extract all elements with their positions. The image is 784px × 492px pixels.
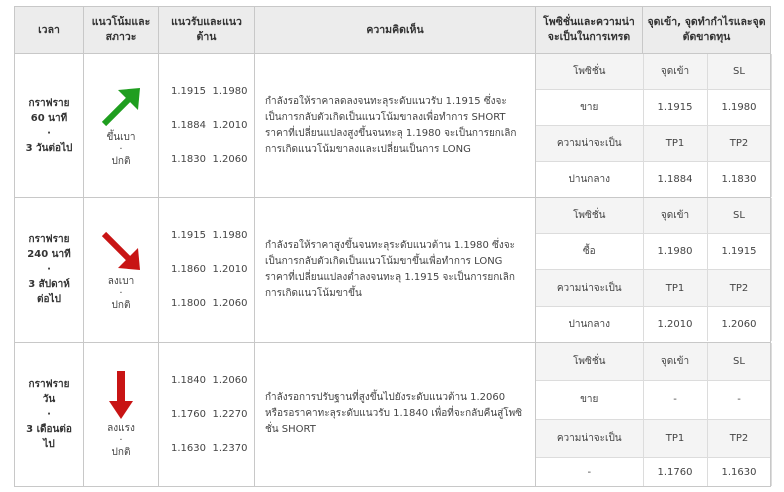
tp1-value: 1.1760 <box>643 458 707 486</box>
sr-level-row <box>171 253 254 287</box>
position-table <box>536 54 772 197</box>
support-value: 1.1860 <box>171 264 206 276</box>
arrow-down-right-icon <box>98 228 144 274</box>
timeframe-line: · <box>47 408 51 420</box>
trend-separator: · <box>119 143 123 155</box>
support-resistance-cell <box>159 198 255 342</box>
trend-cell <box>84 54 159 198</box>
arrow-down-icon <box>106 369 136 421</box>
support-value: 1.1760 <box>171 408 206 420</box>
entry-value: 1.1915 <box>643 89 707 125</box>
timeframe-line: 3 สัปดาห์ <box>28 279 70 291</box>
timeframe-cell <box>15 342 84 486</box>
tp2-value: 1.1630 <box>707 458 771 486</box>
timeframe-line: ไป <box>43 438 55 450</box>
resistance-value: 1.1980 <box>212 86 248 98</box>
timeframe-line: · <box>47 264 51 276</box>
sl-value: 1.1980 <box>707 89 771 125</box>
probability-value: ปานกลาง <box>536 306 643 341</box>
position-value: ซื้อ <box>536 234 643 270</box>
tp2-label: TP2 <box>707 126 771 162</box>
sl-label: SL <box>707 198 771 233</box>
timeframe-line: กราฟราย <box>28 97 70 109</box>
timeframe-line: วัน <box>42 393 56 405</box>
trend-cell <box>84 342 159 486</box>
entry-label: จุดเข้า <box>643 54 707 89</box>
tp1-value: 1.2010 <box>643 306 707 341</box>
support-value: 1.1884 <box>171 120 206 132</box>
trend-condition: ปกติ <box>111 155 131 167</box>
tp2-label: TP2 <box>707 270 771 306</box>
tp2-label: TP2 <box>707 419 771 458</box>
resistance-value: 1.1980 <box>212 230 248 242</box>
position-label: โพซิชั่น <box>536 198 643 233</box>
timeframe-cell <box>15 54 84 198</box>
support-resistance-cell <box>159 342 255 486</box>
sr-level-row <box>171 219 254 253</box>
sr-level-row <box>171 109 254 143</box>
timeframe-line: ต่อไป <box>37 294 61 306</box>
entry-value: 1.1980 <box>643 234 707 270</box>
probability-label: ความน่าจะเป็น <box>536 419 643 458</box>
probability-value: ปานกลาง <box>536 162 643 197</box>
table-row <box>15 54 771 198</box>
sr-level-row <box>171 397 254 431</box>
entry-label: จุดเข้า <box>643 198 707 233</box>
trend-condition: ปกติ <box>111 447 131 459</box>
trend-strength: ลงแรง <box>107 423 135 435</box>
resistance-value: 1.2010 <box>212 120 248 132</box>
resistance-value: 1.2060 <box>212 154 248 166</box>
timeframe-line: 3 วันต่อไป <box>25 142 73 154</box>
entry-value: - <box>643 380 707 419</box>
tp1-label: TP1 <box>643 419 707 458</box>
sr-level-row <box>171 75 254 109</box>
trend-separator: · <box>119 287 123 299</box>
arrow-up-right-icon <box>98 84 144 130</box>
tp2-value: 1.1830 <box>707 162 771 197</box>
timeframe-line: กราฟราย <box>28 378 70 390</box>
sl-value: 1.1915 <box>707 234 771 270</box>
header-comment: ความคิดเห็น <box>255 7 536 54</box>
tp1-label: TP1 <box>643 126 707 162</box>
header-entry-tp-sl: จุดเข้า, จุดทำกำไรและจุดตัดขาดทุน <box>643 7 771 54</box>
tp1-value: 1.1884 <box>643 162 707 197</box>
support-value: 1.1915 <box>171 86 206 98</box>
probability-label: ความน่าจะเป็น <box>536 126 643 162</box>
resistance-value: 1.2270 <box>212 408 248 420</box>
trend-separator: · <box>119 435 123 447</box>
comment-cell: กำลังรอการปรับฐานที่สูงขึ้นไปยังระดับแนวต้าน 1.2060 หรือรอราคาทะลุระดับแนวรับ 1.1840 เพื่อที่จะกลับคืนสู่โพซิชั่น SHORT <box>255 342 536 486</box>
probability-value: - <box>536 458 643 486</box>
position-cell <box>536 54 771 198</box>
timeframe-line: กราฟราย <box>28 234 70 246</box>
table-row <box>15 198 771 342</box>
position-table <box>536 198 772 341</box>
resistance-value: 1.2060 <box>212 298 248 310</box>
sr-level-row <box>171 363 254 397</box>
support-value: 1.1915 <box>171 230 206 242</box>
position-label: โพซิชั่น <box>536 54 643 89</box>
support-value: 1.1840 <box>171 374 206 386</box>
sl-value: - <box>707 380 771 419</box>
comment-cell: กำลังรอให้ราคาสูงขึ้นจนทะลุระดับแนวต้าน 1.1980 ซึ่งจะเป็นการกลับตัวเกิดเป็นแนวโน้มขาขึ้นเพื่อทำการ LONG ราคาที่เปลี่ยนแปลงต่ำลงจนทะลุ 1.1915 จะเป็นการยกเลิกการเกิดแนวโน้มขาขึ้น <box>255 198 536 342</box>
header-time: เวลา <box>15 7 84 54</box>
sl-label: SL <box>707 343 771 381</box>
comment-cell: กำลังรอให้ราคาลดลงจนทะลุระดับแนวรับ 1.1915 ซึ่งจะเป็นการกลับตัวเกิดเป็นแนวโน้มขาลงเพื่อทำการ SHORT ราคาที่เปลี่ยนแปลงสูงขึ้นจนทะลุ 1.1980 จะเป็นการยกเลิกการเกิดแนวโน้มขาลงและเปลี่ยนเป็นการ LONG <box>255 54 536 198</box>
support-value: 1.1830 <box>171 154 206 166</box>
support-resistance-cell <box>159 54 255 198</box>
tp2-value: 1.2060 <box>707 306 771 341</box>
timeframe-cell <box>15 198 84 342</box>
position-cell <box>536 342 771 486</box>
table-row <box>15 342 771 486</box>
position-label: โพซิชั่น <box>536 343 643 381</box>
sr-level-row <box>171 287 254 321</box>
support-value: 1.1630 <box>171 442 206 454</box>
timeframe-line: · <box>47 127 51 139</box>
sr-level-row <box>171 431 254 465</box>
sr-level-row <box>171 143 254 177</box>
position-table <box>536 343 772 486</box>
timeframe-line: 240 นาที <box>27 249 71 261</box>
position-value: ขาย <box>536 89 643 125</box>
trend-strength: ลงเบา <box>107 275 135 287</box>
position-value: ขาย <box>536 380 643 419</box>
resistance-value: 1.2060 <box>212 374 248 386</box>
trend-cell <box>84 198 159 342</box>
position-cell <box>536 198 771 342</box>
resistance-value: 1.2010 <box>212 264 248 276</box>
header-position: โพซิชั่นและความน่าจะเป็นในการเทรด <box>536 7 643 54</box>
tp1-label: TP1 <box>643 270 707 306</box>
resistance-value: 1.2370 <box>212 442 248 454</box>
support-value: 1.1800 <box>171 298 206 310</box>
entry-label: จุดเข้า <box>643 343 707 381</box>
header-trend: แนวโน้มและสภาวะ <box>84 7 159 54</box>
timeframe-line: 3 เดือนต่อ <box>26 423 72 435</box>
sl-label: SL <box>707 54 771 89</box>
header-support-resistance: แนวรับและแนวต้าน <box>159 7 255 54</box>
trend-strength: ขึ้นเบา <box>106 131 136 143</box>
forecast-table <box>14 6 771 487</box>
timeframe-line: 60 นาที <box>30 112 68 124</box>
trend-condition: ปกติ <box>111 299 131 311</box>
probability-label: ความน่าจะเป็น <box>536 270 643 306</box>
